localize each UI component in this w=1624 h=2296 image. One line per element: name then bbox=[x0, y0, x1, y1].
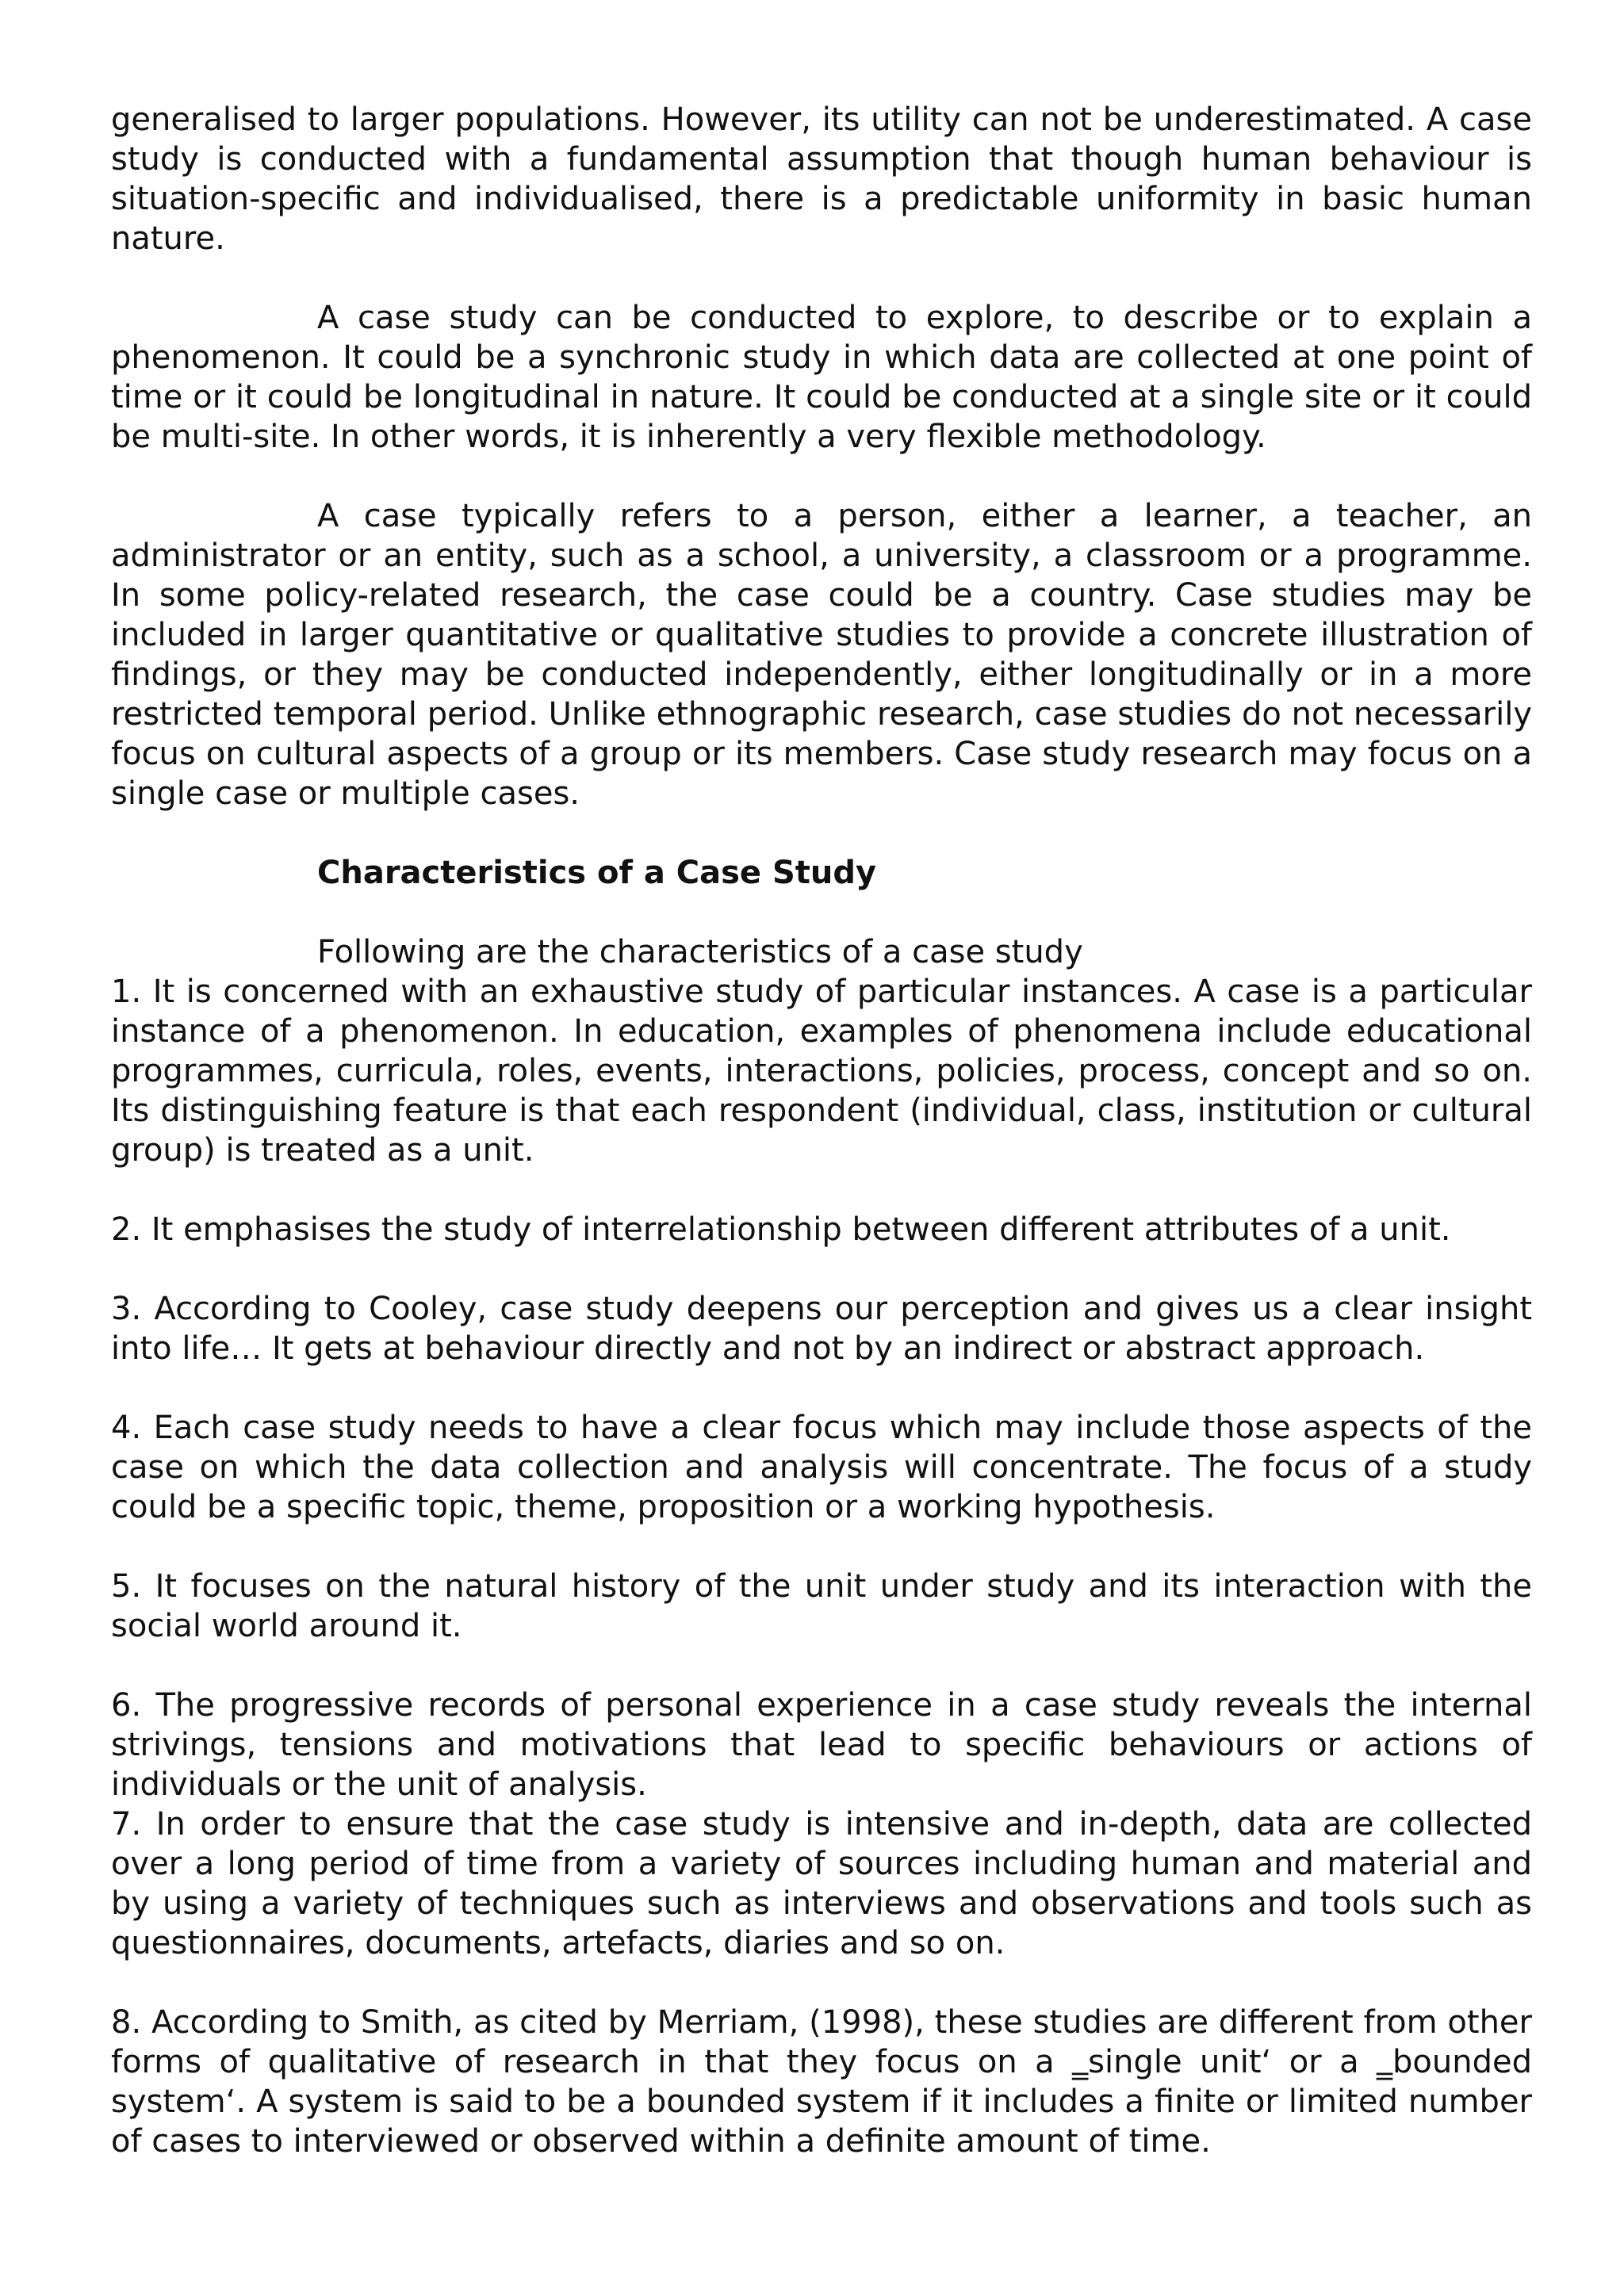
characteristic-item-4: 4. Each case study needs to have a clear focus which may include those aspects of the case on which the data collection and analysis will concentrate. The focus of a study could be a specific topic, theme, proposition or a working hypothesis. bbox=[111, 1410, 1532, 1525]
characteristic-item-2: 2. It emphasises the study of interrelationship between different attributes of a unit. bbox=[111, 1211, 1451, 1248]
paragraph-flexible-methodology: A case study can be conducted to explore, to describe or to explain a phenomenon. It could be a synchronic study in which data are collected at one point of time or it could be longitudinal in nature. It could be conducted at a single site or it could be multi-site. In other words, it is inherently a very flexible methodology. bbox=[111, 300, 1532, 455]
paragraph-generalisation: generalised to larger populations. However, its utility can not be underestimated. A case study is conducted with a fundamental assumption that though human behaviour is situation-specific and individualised, there is a predictable uniformity in basic human nature. bbox=[111, 101, 1532, 257]
section-heading: Characteristics of a Case Study bbox=[317, 855, 877, 891]
document-page bbox=[111, 100, 1532, 2161]
characteristic-item-5: 5. It focuses on the natural history of the unit under study and its interaction with the social world around it. bbox=[111, 1568, 1532, 1644]
characteristic-item-8: 8. According to Smith, as cited by Merriam, (1998), these studies are different from other forms of qualitative of research in that they focus on a ‗single unit‘ or a ‗bounded system‘. A system is said to be a bounded system if it includes a finite or limited number of cases to interviewed or observed within a definite amount of time. bbox=[111, 2004, 1532, 2160]
paragraph-case-definition: A case typically refers to a person, either a learner, a teacher, an administrator or an entity, such as a school, a university, a classroom or a programme. In some policy-related research, the case could be a country. Case studies may be included in larger quantitative or qualitative studies to provide a concrete illustration of findings, or they may be conducted independently, either longitudinally or in a more restricted temporal period. Unlike ethnographic research, case studies do not necessarily focus on cultural aspects of a group or its members. Case study research may focus on a single case or multiple cases. bbox=[111, 498, 1532, 812]
characteristic-item-3: 3. According to Cooley, case study deepens our perception and gives us a clear insight into life… It gets at behaviour directly and not by an indirect or abstract approach. bbox=[111, 1291, 1532, 1367]
section-lead: Following are the characteristics of a case study bbox=[317, 934, 1083, 970]
characteristic-item-6: 6. The progressive records of personal experience in a case study reveals the internal strivings, tensions and motivations that lead to specific behaviours or actions of individuals or the unit of analysis. bbox=[111, 1687, 1532, 1803]
characteristic-item-1: 1. It is concerned with an exhaustive study of particular instances. A case is a particular instance of a phenomenon. In education, examples of phenomena include educational programmes, curricula, roles, events, interactions, policies, process, concept and so on. Its distinguishing feature is that each respondent (individual, class, institution or cultural group) is treated as a unit. bbox=[111, 974, 1532, 1169]
characteristic-item-7: 7. In order to ensure that the case study is intensive and in-depth, data are collected over a long period of time from a variety of sources including human and material and by using a variety of techniques such as interviews and observations and tools such as questionnaires, documents, artefacts, diaries and so on. bbox=[111, 1806, 1532, 1961]
